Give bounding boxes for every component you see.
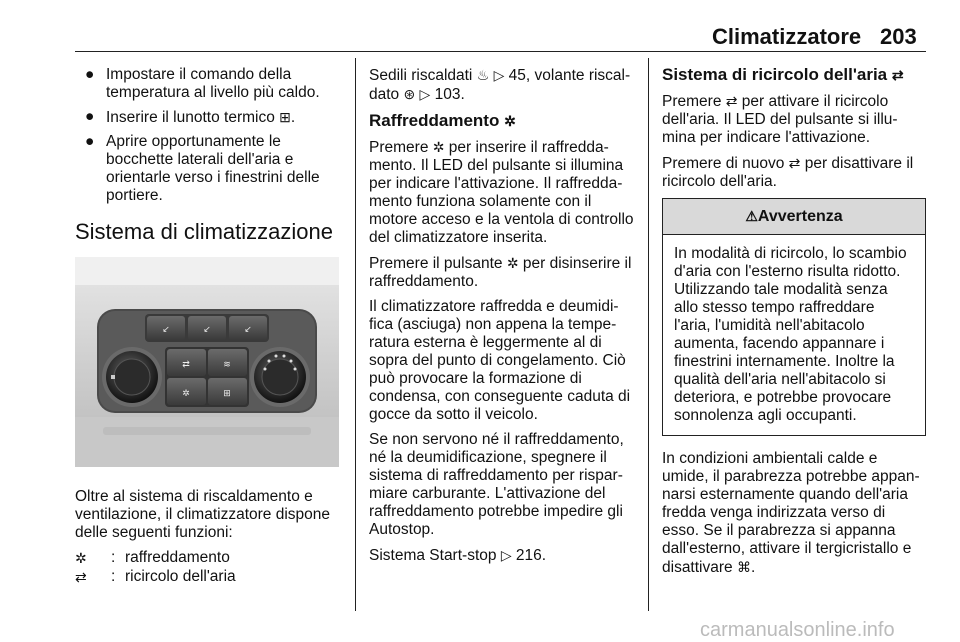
paragraph: Premere il pulsante ✲ per disinserire il raffreddamento. [369,255,632,290]
list-item: ● Aprire opportunamente le bocchette laterali dell'aria e orientarle verso i finestrini delle portiere. [85,133,320,204]
warning-note [662,198,926,436]
reference-arrow-icon: ▷ [500,547,512,563]
paragraph: Il climatizzatore raffredda e deumidi-fica (asciuga) non appena la tempe-ratura esterna è leggermente al di sopra del punto di congelamento. Ciò può provocare la formazione di condensa, con conseguente caduta di gocce da sotto il veicolo. [369,298,631,423]
svg-text:↙: ↙ [162,324,170,334]
recirculation-icon: ⇄ [75,569,87,585]
column-2 [369,66,634,572]
svg-text:⊞: ⊞ [223,388,231,398]
list-item: ⇄ : ricircolo dell'aria [75,568,236,585]
recirculation-icon: ⇄ [891,67,904,83]
page-number: 203 [880,24,917,49]
rear-defrost-icon: ⊞ [279,109,291,125]
column-divider-1 [355,58,356,611]
windscreen-wiper-icon: ⌘ [736,559,751,575]
cooling-icon: ✲ [504,113,516,129]
heated-seat-icon: ♨ [476,67,490,83]
section-title: Sistema di climatizzazione [75,219,333,244]
paragraph: Premere ⇄ per attivare il ricircolo dell'aria. Il LED del pulsante si illu-mina per indicare l'attivazione. [662,93,898,146]
paragraph: In condizioni ambientali calde e umide, il parabrezza potrebbe appan-narsi esternamente quando dell'aria fredda venga indirizzata verso di esso. Se il parabrezza si appanna dall'esterno, attivare il tergicristallo e disattivare ⌘. [662,450,920,576]
list-item: ✲ : raffreddamento [75,549,230,566]
svg-text:⇄: ⇄ [182,359,190,369]
reference-arrow-icon: ▷ [493,67,505,83]
svg-text:≋: ≋ [223,359,231,369]
header-rule [75,51,926,52]
svg-text:↙: ↙ [244,324,252,334]
cooling-icon: ✲ [506,255,519,271]
start-stop-reference: Sistema Start-stop ▷ 216. [369,547,547,564]
note-body: In modalità di ricircolo, lo scambio d'aria con l'esterno risulta ridotto. Utilizzando tale modalità senza allo stesso tempo raffreddare l'aria, l'umidità nell'abitacolo aumenta, facendo appannare i finestrini internamente. Inoltre la qualità dell'aria nell'abitacolo si deteriora, e potrebbe provocare sonnolenza agli occupanti. [674,245,907,424]
function-list [75,549,343,587]
svg-text:↙: ↙ [203,324,211,334]
cooling-icon: ✲ [432,139,445,155]
seat-heating-reference: Sedili riscaldati ♨ ▷ 45, volante riscal-dato ⊛ ▷ 103. [369,67,631,103]
column-1 [75,66,343,587]
list-item: ● Inserire il lunotto termico ⊞. [85,108,296,126]
intro-text: Oltre al sistema di riscaldamento e ventilazione, il climatizzatore dispone delle seguenti funzioni: [75,488,331,541]
reference-arrow-icon: ▷ [419,86,431,102]
recirculation-icon: ⇄ [725,93,738,109]
note-header: ⚠Avvertenza [663,199,925,235]
climate-control-panel-photo [75,257,339,467]
svg-text:✲: ✲ [182,388,190,398]
paragraph: Se non servono né il raffreddamento, né la deumidificazione, spegnere il sistema di raffreddamento per rispar-miare carburante. L'attivazione del raffreddamento potrebbe impedire gli Autostop. [369,431,624,538]
paragraph: Premere di nuovo ⇄ per disattivare il ricircolo dell'aria. [662,155,914,190]
warning-icon: ⚠ [745,208,758,224]
list-item: ● Impostare il comando della temperatura al livello più caldo. [85,66,320,101]
recirculation-heading: Sistema di ricircolo dell'aria ⇄ [662,65,904,84]
column-divider-2 [648,58,649,611]
cooling-heading: Raffreddamento ✲ [369,111,516,130]
paragraph: Premere ✲ per inserire il raffredda-mento. Il LED del pulsante si illumina per indicare l'attivazione. Il raffredda-mento funziona solamente con il motore acceso e la ventola di controllo del climatizzatore inserita. [369,139,634,246]
bullet-list [75,66,343,205]
header-title: Climatizzatore [712,24,862,49]
cooling-icon: ✲ [75,550,87,566]
column-3 [662,66,926,584]
recirculation-icon: ⇄ [788,155,801,171]
steering-wheel-icon: ⊛ [403,86,416,102]
watermark: carmanualsonline.info [700,619,895,641]
